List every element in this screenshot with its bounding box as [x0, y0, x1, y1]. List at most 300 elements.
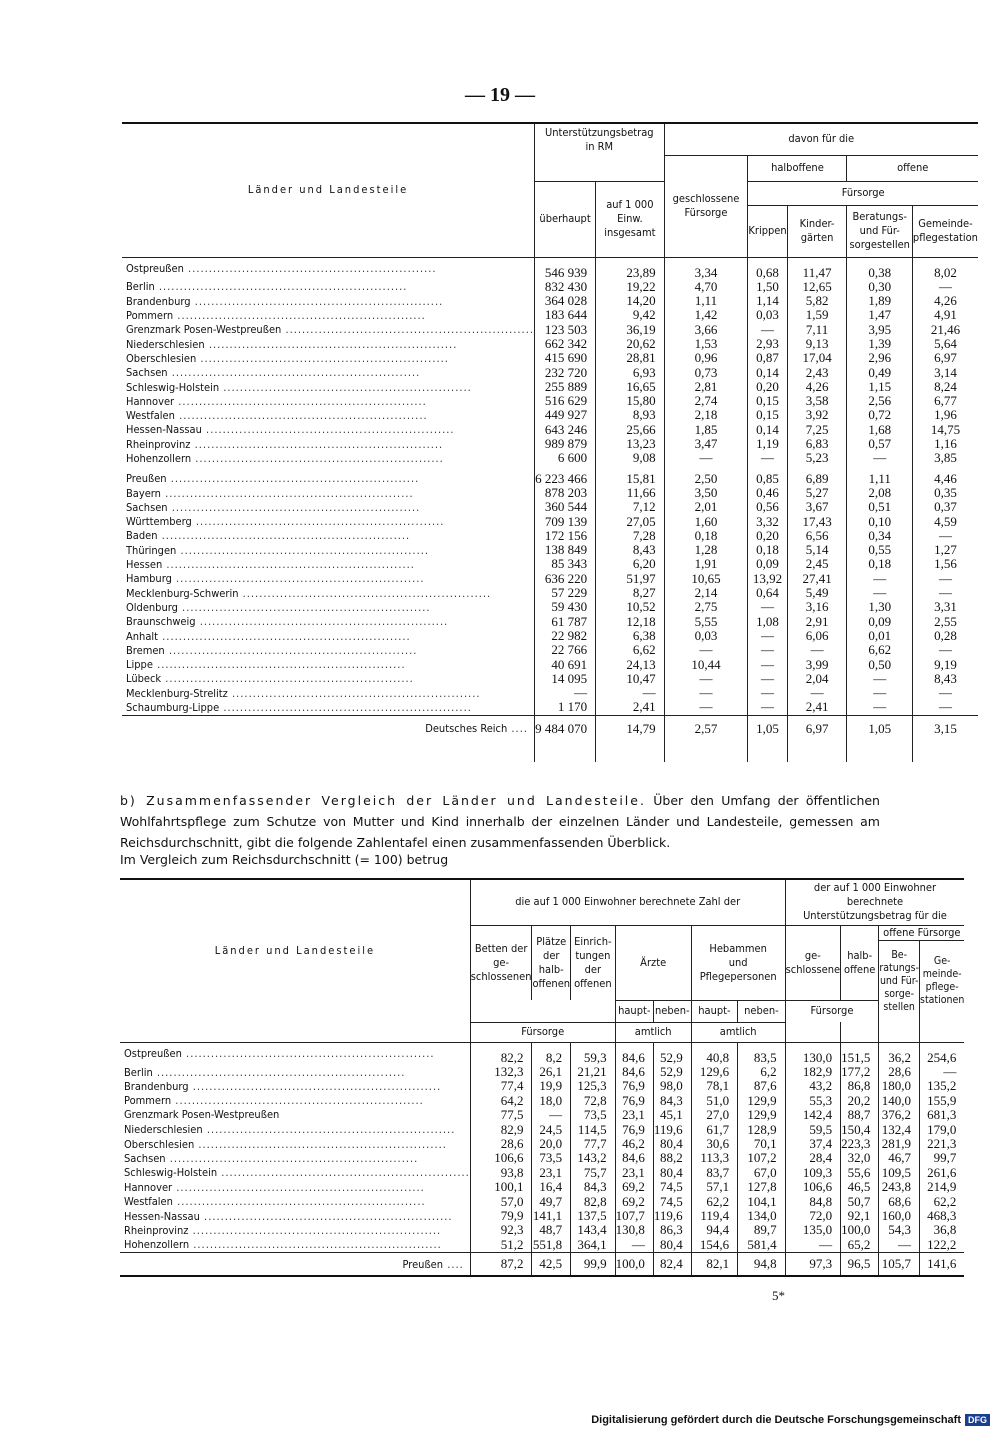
value-cell: 3,95 [847, 323, 912, 337]
open-welfare-header: offene Fürsorge [879, 925, 965, 940]
leader-dots: ............................................................ [196, 351, 449, 365]
value-cell: 113,3 [691, 1151, 737, 1165]
value-cell: 3,16 [787, 600, 847, 614]
midwives-official-header: amtlich [691, 1022, 785, 1042]
value-cell: 83,5 [738, 1042, 786, 1065]
region-name-cell [122, 529, 534, 543]
value-cell: 0,03 [748, 308, 787, 322]
table-row [122, 394, 978, 408]
value-cell: 79,9 [470, 1209, 532, 1223]
region-name-cell [122, 451, 534, 465]
value-cell: 137,5 [571, 1209, 616, 1223]
value-cell: 84,6 [615, 1042, 653, 1065]
open-header: offene [847, 155, 978, 181]
region-name-cell [122, 351, 534, 365]
region-name-cell [120, 1108, 470, 1122]
table-row [120, 1223, 964, 1237]
value-cell: 82,9 [470, 1123, 532, 1137]
value-cell: 106,6 [785, 1180, 840, 1194]
value-cell: 0,09 [748, 557, 787, 571]
value-cell: 0,38 [847, 257, 912, 280]
value-cell: 0,57 [847, 437, 912, 451]
value-cell: 3,31 [912, 600, 978, 614]
value-cell: 32,0 [841, 1151, 879, 1165]
value-cell: 27,05 [596, 515, 664, 529]
value-cell: 415 690 [534, 351, 595, 365]
value-cell: — [912, 280, 978, 294]
leader-dots: ............................................................ [204, 337, 458, 351]
region-name-cell [122, 257, 534, 280]
region-column-header: Länder und Landesteile [247, 183, 409, 197]
region-name-cell [122, 672, 534, 686]
leader-dots: ............................................................ [201, 423, 455, 437]
value-cell: 14,75 [912, 423, 978, 437]
table-row [122, 686, 978, 700]
value-cell: 3,47 [664, 437, 748, 451]
leader-dots: ............................................................ [172, 1195, 426, 1209]
value-cell: 16,65 [596, 380, 664, 394]
value-cell: 114,5 [571, 1123, 616, 1137]
region-name: Oberschlesien [124, 1137, 195, 1151]
value-cell: 989 879 [534, 437, 595, 451]
value-cell: 72,0 [785, 1209, 840, 1223]
value-cell: 23,1 [615, 1166, 653, 1180]
value-cell: 24,13 [596, 658, 664, 672]
value-cell: 3,99 [787, 658, 847, 672]
leader-dots: ............................................................ [188, 1224, 442, 1238]
value-cell: 80,4 [653, 1166, 691, 1180]
table-row [122, 643, 978, 657]
value-cell: 76,9 [615, 1079, 653, 1093]
value-cell: 255 889 [534, 380, 595, 394]
value-cell: 2,56 [847, 394, 912, 408]
region-name: Ostpreußen [124, 1047, 182, 1061]
value-cell: 48,7 [532, 1223, 571, 1237]
value-cell: 6 600 [534, 451, 595, 465]
value-cell: 138 849 [534, 543, 595, 557]
total-name: Preußen [402, 1257, 444, 1271]
value-cell: — [847, 572, 912, 586]
value-cell: 22 982 [534, 629, 595, 643]
total-value-cell: 2,57 [664, 715, 748, 736]
value-cell: 5,82 [787, 294, 847, 308]
value-cell: 3,32 [748, 515, 787, 529]
region-name: Hessen-Nassau [126, 423, 202, 437]
value-cell: 13,92 [748, 572, 787, 586]
value-cell: — [785, 1238, 840, 1253]
region-name: Bremen [126, 643, 165, 657]
value-cell: 6,38 [596, 629, 664, 643]
value-cell: 84,6 [615, 1065, 653, 1079]
value-cell: 14,20 [596, 294, 664, 308]
region-name: Westfalen [124, 1195, 173, 1209]
value-cell: 364 028 [534, 294, 595, 308]
value-cell: 2,55 [912, 615, 978, 629]
table1-total [122, 715, 978, 762]
value-cell: 11,47 [787, 257, 847, 280]
value-cell: 2,74 [664, 394, 748, 408]
value-cell: 0,10 [847, 515, 912, 529]
value-cell: 62,2 [920, 1195, 965, 1209]
value-cell: 7,28 [596, 529, 664, 543]
region-name: Rheinprovinz [126, 437, 191, 451]
value-cell: 89,7 [738, 1223, 786, 1237]
value-cell: 14 095 [534, 672, 595, 686]
value-cell: 2,45 [787, 557, 847, 571]
value-cell: 223,3 [841, 1137, 879, 1151]
value-cell: 6,89 [787, 472, 847, 486]
value-cell: 2,81 [664, 380, 748, 394]
table-row [120, 1195, 964, 1209]
value-cell: 134,0 [738, 1209, 786, 1223]
region-name: Bayern [126, 486, 161, 500]
value-cell: 151,5 [841, 1042, 879, 1065]
value-cell: 1,11 [664, 294, 748, 308]
t2-welfare-header: Fürsorge [470, 1022, 615, 1042]
table-row [120, 1209, 964, 1223]
value-cell: — [912, 529, 978, 543]
value-cell: 52,9 [653, 1042, 691, 1065]
value-cell: 74,5 [653, 1180, 691, 1194]
value-cell: 2,50 [664, 472, 748, 486]
value-cell: 57,0 [470, 1195, 532, 1209]
value-cell: 3,85 [912, 451, 978, 465]
value-cell: 28,81 [596, 351, 664, 365]
region-name: Lippe [126, 658, 153, 672]
value-cell: 135,2 [920, 1079, 965, 1093]
value-cell: 8,93 [596, 408, 664, 422]
value-cell: 59,3 [571, 1042, 616, 1065]
value-cell: 99,7 [920, 1151, 965, 1165]
value-cell: 73,5 [571, 1108, 616, 1122]
value-cell: 878 203 [534, 486, 595, 500]
total-value-cell: 3,15 [912, 715, 978, 736]
value-cell: 21,21 [571, 1065, 616, 1079]
value-cell: 143,4 [571, 1223, 616, 1237]
region-name: Hohenzollern [126, 452, 192, 465]
value-cell: 3,14 [912, 366, 978, 380]
region-name: Sachsen [124, 1152, 166, 1166]
table-row [122, 294, 978, 308]
value-cell: — [912, 572, 978, 586]
leader-dots: ............................................................ [177, 600, 431, 614]
value-cell: 98,0 [653, 1079, 691, 1093]
value-cell: 0,15 [748, 408, 787, 422]
value-cell: 104,1 [738, 1195, 786, 1209]
value-cell: 1,39 [847, 337, 912, 351]
value-cell: 0,87 [748, 351, 787, 365]
value-cell: — [847, 672, 912, 686]
region-name: Hohenzollern [124, 1238, 190, 1252]
value-cell: 143,2 [571, 1151, 616, 1165]
table-row [122, 380, 978, 394]
region-name-cell [120, 1238, 470, 1253]
value-cell: 141,1 [532, 1209, 571, 1223]
value-cell: 0,64 [748, 586, 787, 600]
value-cell: 0,01 [847, 629, 912, 643]
value-cell: 52,9 [653, 1065, 691, 1079]
value-cell: 43,2 [785, 1079, 840, 1093]
value-cell: 19,9 [532, 1079, 571, 1093]
value-cell: 67,0 [738, 1166, 786, 1180]
comparison-intro: Im Vergleich zum Reichsdurchschnitt (= 100) betrug [120, 852, 449, 867]
value-cell: 76,9 [615, 1123, 653, 1137]
value-cell: 135,0 [785, 1223, 840, 1237]
value-cell: 0,30 [847, 280, 912, 294]
doctors-official-header: amtlich [615, 1022, 691, 1042]
leader-dots: ............................................................ [238, 586, 492, 600]
region-name: Baden [126, 529, 158, 543]
value-cell: 1,96 [912, 408, 978, 422]
total-value-cell: 96,5 [841, 1253, 879, 1277]
region-name: Lübeck [126, 672, 162, 686]
facilities-header: Einrich- tungen der offenen [571, 925, 616, 1000]
value-cell: 182,9 [785, 1065, 840, 1079]
value-cell: 54,3 [879, 1223, 920, 1237]
closed-welfare-header: geschlossene Fürsorge [664, 155, 748, 257]
region-name: Hamburg [126, 572, 172, 586]
table-row [122, 700, 978, 715]
value-cell: 5,64 [912, 337, 978, 351]
region-name: Württemberg [126, 515, 192, 529]
value-cell: 83,7 [691, 1166, 737, 1180]
value-cell: 8,43 [912, 672, 978, 686]
region-name-cell [122, 572, 534, 586]
value-cell: 281,9 [879, 1137, 920, 1151]
value-cell: — [787, 643, 847, 657]
value-cell: 0,09 [847, 615, 912, 629]
total-value-cell: 6,97 [787, 715, 847, 736]
total-value-cell: 105,7 [879, 1253, 920, 1277]
credit-text: Digitalisierung gefördert durch die Deutsche Forschungsgemeinschaft [591, 1414, 961, 1426]
value-cell: 2,14 [664, 586, 748, 600]
value-cell: 36,8 [920, 1223, 965, 1237]
region-name: Westfalen [126, 409, 175, 423]
value-cell: 122,2 [920, 1238, 965, 1253]
value-cell: 4,26 [912, 294, 978, 308]
value-cell: 2,18 [664, 408, 748, 422]
leader-dots: ............................................................ [191, 515, 445, 529]
value-cell: 59 430 [534, 600, 595, 614]
table-row [122, 658, 978, 672]
leader-dots: ............................................................ [173, 309, 426, 323]
value-cell: 709 139 [534, 515, 595, 529]
value-cell: 51,97 [596, 572, 664, 586]
value-cell: 82,8 [571, 1195, 616, 1209]
value-cell: 0,14 [748, 366, 787, 380]
table-row-label [120, 1108, 964, 1122]
leader-dots: ............................................................ [154, 280, 408, 294]
region-name: Hessen [126, 558, 163, 572]
value-cell: — [664, 686, 748, 700]
table-row [122, 366, 978, 380]
total-value-cell: 9 484 070 [534, 715, 595, 736]
region-name: Braunschweig [126, 615, 196, 629]
value-cell: 86,8 [841, 1079, 879, 1093]
region-name: Preußen [126, 472, 167, 486]
value-cell: 1,27 [912, 543, 978, 557]
doctors-side-header: neben- [653, 1000, 691, 1022]
comparison-paragraph [120, 790, 880, 853]
value-cell: 6,62 [596, 643, 664, 657]
value-cell: 0,72 [847, 408, 912, 422]
table-row [120, 1151, 964, 1165]
region-name-cell [122, 629, 534, 643]
table-row [120, 1180, 964, 1194]
value-cell: — [847, 451, 912, 465]
region-name-cell [122, 423, 534, 437]
value-cell: — [596, 686, 664, 700]
region-name-cell [122, 557, 534, 571]
value-cell: 55,6 [841, 1166, 879, 1180]
value-cell: 183 644 [534, 308, 595, 322]
amount-group-header: Unterstützungsbetrag in RM [534, 123, 664, 155]
value-cell: 468,3 [920, 1209, 965, 1223]
value-cell: 23,1 [532, 1166, 571, 1180]
table-row [122, 600, 978, 614]
region-name-cell [122, 366, 534, 380]
beds-header: Betten der ge- schlossenen [470, 925, 532, 1000]
table-row [122, 500, 978, 514]
value-cell: 160,0 [879, 1209, 920, 1223]
midwives-side-header: neben- [738, 1000, 786, 1022]
leader-dots: ............................................................ [191, 452, 444, 465]
leader-dots: ............................................................ [183, 262, 437, 276]
section-text: Über den Umfang der öffentlichen Wohlfahrtspflege zum Schutze von Mutter und Kind innerhalb der einzelnen Länder und Landesteile, gemessen am Reichsdurchschnitt, gibt die folgende Zahlentafel einen zusammenfassenden Überblick. [120, 793, 880, 850]
doctors-main-header: haupt- [615, 1000, 653, 1022]
value-cell: 20,2 [841, 1094, 879, 1108]
value-cell: 0,73 [664, 366, 748, 380]
region-name: Hannover [126, 394, 175, 408]
value-cell: 107,2 [738, 1151, 786, 1165]
value-cell: 11,66 [596, 486, 664, 500]
region-name: Mecklenburg-Strelitz [126, 686, 228, 700]
value-cell: 93,8 [470, 1166, 532, 1180]
value-cell: 127,8 [738, 1180, 786, 1194]
cribs-header: Krippen [748, 205, 787, 257]
leader-dots: ............................................................ [217, 1166, 470, 1180]
value-cell: 2,41 [596, 700, 664, 715]
region-name-cell [120, 1065, 470, 1079]
t2-nursing-header: Ge- meinde- pflege- stationen [920, 940, 965, 1022]
value-cell: 62,2 [691, 1195, 737, 1209]
table-row [120, 1065, 964, 1079]
total-value-cell: 82,1 [691, 1253, 737, 1277]
dfg-logo: DFG [965, 1414, 990, 1426]
value-cell: 15,81 [596, 472, 664, 486]
region-name-cell [122, 615, 534, 629]
value-cell: 2,75 [664, 600, 748, 614]
value-cell: 0,55 [847, 543, 912, 557]
value-cell: 20,62 [596, 337, 664, 351]
value-cell: 27,41 [787, 572, 847, 586]
value-cell: 6,56 [787, 529, 847, 543]
value-cell: 80,4 [653, 1137, 691, 1151]
value-cell: 46,2 [615, 1137, 653, 1151]
leader-dots: ............................................................ [167, 366, 421, 380]
table-row [120, 1042, 964, 1065]
region-name: Niederschlesien [124, 1123, 203, 1137]
value-cell: 0,49 [847, 366, 912, 380]
table-row [122, 486, 978, 500]
value-cell: 73,5 [532, 1151, 571, 1165]
value-cell: 9,08 [596, 451, 664, 465]
value-cell: 23,89 [596, 257, 664, 280]
value-cell: 5,14 [787, 543, 847, 557]
value-cell: 107,7 [615, 1209, 653, 1223]
total-name-cell [122, 715, 534, 736]
value-cell: 76,9 [615, 1094, 653, 1108]
region-name: Berlin [126, 280, 155, 294]
value-cell: 243,8 [879, 1180, 920, 1194]
value-cell: 92,3 [470, 1223, 532, 1237]
region-name-cell [122, 515, 534, 529]
leader-dots: .... [507, 722, 528, 736]
value-cell: — [879, 1238, 920, 1253]
value-cell: 80,4 [653, 1238, 691, 1253]
value-cell: 132,4 [879, 1123, 920, 1137]
value-cell: 6,62 [847, 643, 912, 657]
region-name-cell [120, 1195, 470, 1209]
value-cell: 1,85 [664, 423, 748, 437]
value-cell: 1,91 [664, 557, 748, 571]
leader-dots: ............................................................ [161, 672, 414, 686]
value-cell: 109,3 [785, 1166, 840, 1180]
value-cell: 1,53 [664, 337, 748, 351]
value-cell: 232 720 [534, 366, 595, 380]
value-cell: 643 246 [534, 423, 595, 437]
value-cell: 51,2 [470, 1238, 532, 1253]
table-row [122, 557, 978, 571]
table-row [122, 337, 978, 351]
total-value-cell: 87,2 [470, 1253, 532, 1277]
value-cell: 8,43 [596, 543, 664, 557]
value-cell: 4,59 [912, 515, 978, 529]
value-cell: 61,7 [691, 1123, 737, 1137]
table-row [122, 586, 978, 600]
value-cell: 119,4 [691, 1209, 737, 1223]
leader-dots: ............................................................ [172, 1180, 425, 1194]
value-cell: 77,7 [571, 1137, 616, 1151]
value-cell: 2,91 [787, 615, 847, 629]
region-name-cell [122, 700, 534, 715]
value-cell: — [615, 1238, 653, 1253]
region-name: Hessen-Nassau [124, 1209, 200, 1223]
region-name-cell [122, 658, 534, 672]
welfare-header: Fürsorge [748, 181, 978, 205]
value-cell: 64,2 [470, 1094, 532, 1108]
total-value-cell: 99,9 [571, 1253, 616, 1277]
value-cell: 13,23 [596, 437, 664, 451]
table2-rows [120, 1042, 964, 1253]
total-value-cell: 14,79 [596, 715, 664, 736]
value-cell: 16,4 [532, 1180, 571, 1194]
value-cell: 1,47 [847, 308, 912, 322]
region-name-cell [122, 437, 534, 451]
region-name-cell [122, 294, 534, 308]
region-name-cell [120, 1223, 470, 1237]
region-name: Schleswig-Holstein [124, 1166, 218, 1180]
value-cell: 37,4 [785, 1137, 840, 1151]
value-cell: 0,20 [748, 529, 787, 543]
region-name: Grenzmark Posen-Westpreußen [126, 323, 282, 337]
table-row [122, 451, 978, 465]
value-cell: 25,66 [596, 423, 664, 437]
value-cell: 360 544 [534, 500, 595, 514]
value-cell: 84,6 [615, 1151, 653, 1165]
leader-dots: ............................................................ [167, 500, 421, 514]
value-cell: 28,6 [470, 1137, 532, 1151]
